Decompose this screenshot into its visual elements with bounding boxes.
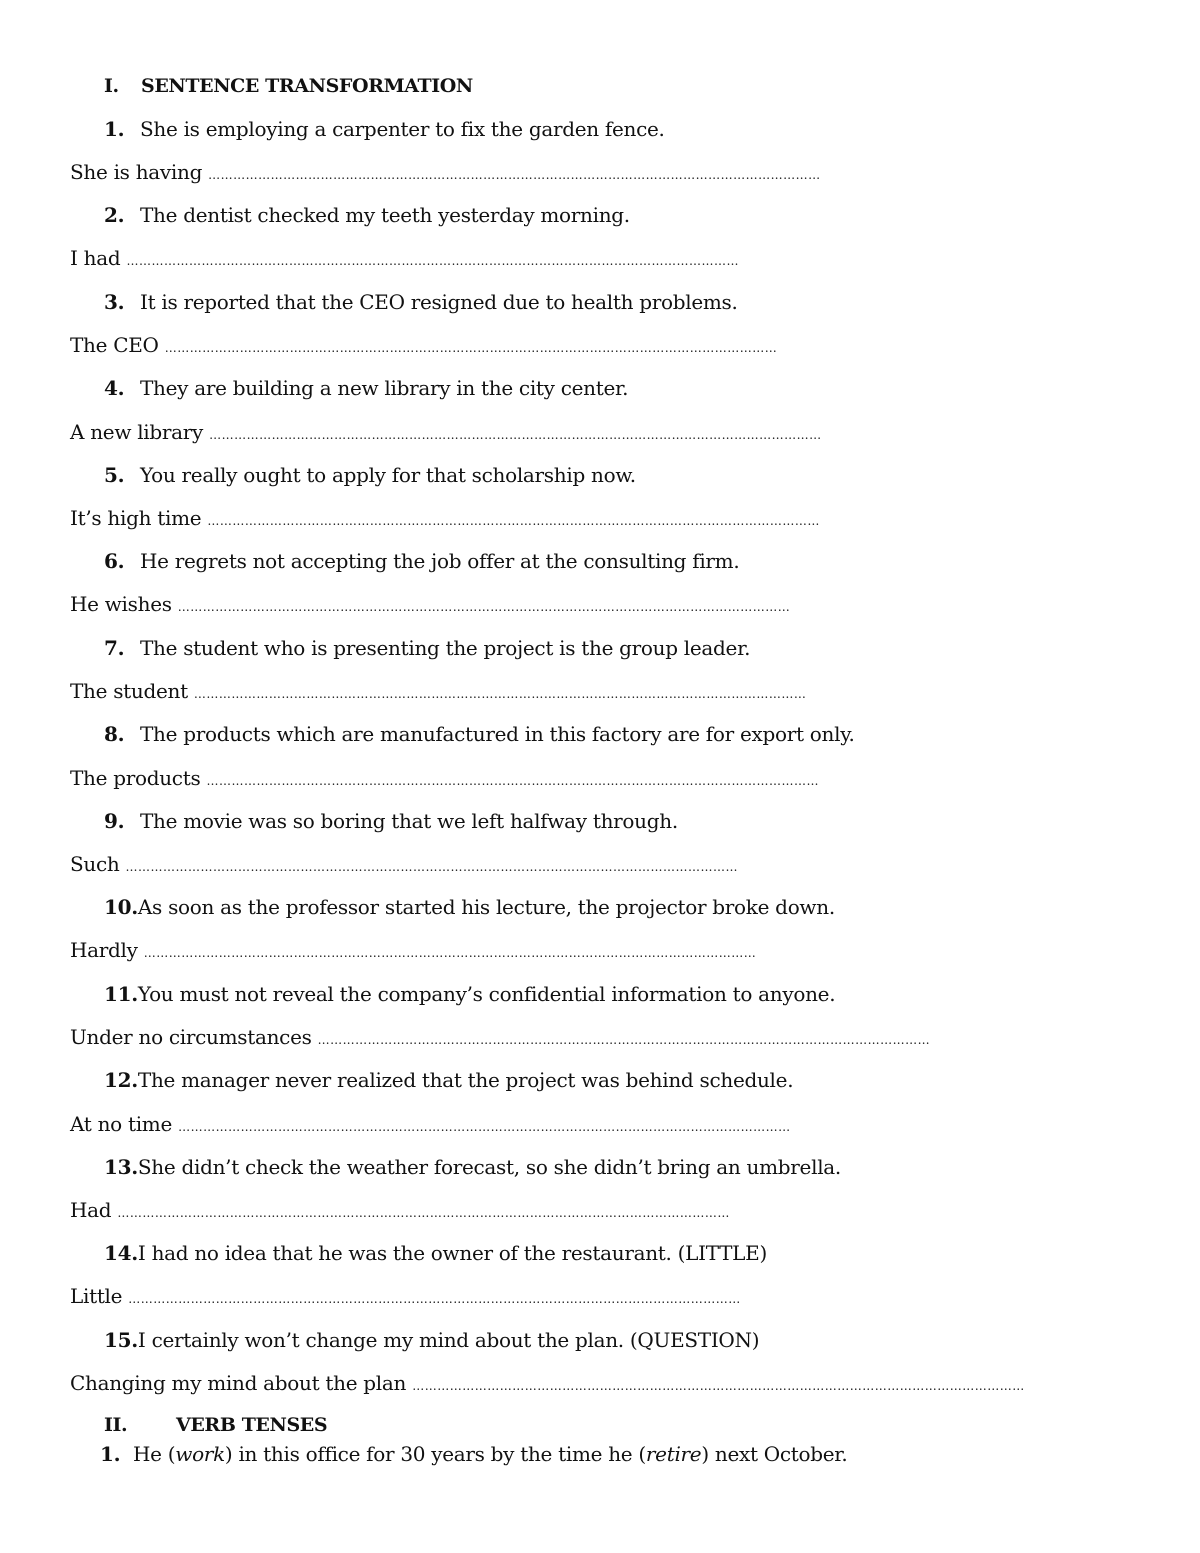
- answer-prompt: The CEO: [70, 333, 159, 357]
- answer-prompt: Changing my mind about the plan: [70, 1371, 407, 1395]
- question-number: 5.: [104, 463, 125, 487]
- section-1-title: SENTENCE TRANSFORMATION: [141, 75, 473, 97]
- question-number: 1.: [104, 117, 125, 141]
- answer-line-12[interactable]: [70, 1112, 791, 1139]
- question-text: I had no idea that he was the owner of the restaurant. (LITTLE): [137, 1241, 767, 1265]
- answer-blank[interactable]: …………………………………………………………………………………………………………………………………: [164, 341, 778, 355]
- question-number: 6.: [104, 549, 125, 573]
- answer-blank[interactable]: …………………………………………………………………………………………………………………………………: [178, 1120, 791, 1134]
- section-1-heading: [104, 74, 473, 98]
- question-number: 4.: [104, 376, 125, 400]
- answer-blank[interactable]: …………………………………………………………………………………………………………………………………: [208, 168, 821, 182]
- question-number: 8.: [104, 722, 125, 746]
- question-number: 3.: [104, 290, 125, 314]
- answer-prompt: Such: [70, 852, 120, 876]
- question-14: [104, 1241, 767, 1265]
- answer-line-5[interactable]: [70, 506, 820, 533]
- section-2-numeral: II.: [104, 1414, 128, 1436]
- answer-line-11[interactable]: [70, 1025, 931, 1052]
- answer-blank[interactable]: …………………………………………………………………………………………………………………………………: [207, 514, 820, 528]
- question-7: [104, 636, 750, 660]
- question-11: [104, 982, 835, 1006]
- verb-question-part: ) in this office for 30 years by the time he (: [224, 1442, 646, 1466]
- question-text: The student who is presenting the project is the group leader.: [140, 636, 751, 660]
- answer-blank[interactable]: …………………………………………………………………………………………………………………………………: [177, 600, 791, 614]
- question-text: He regrets not accepting the job offer at the consulting firm.: [140, 549, 740, 573]
- question-2: [104, 203, 630, 227]
- answer-blank[interactable]: …………………………………………………………………………………………………………………………………: [143, 946, 757, 960]
- question-text: The manager never realized that the project was behind schedule.: [137, 1068, 794, 1092]
- answer-line-9[interactable]: [70, 852, 739, 879]
- question-text: It is reported that the CEO resigned due to health problems.: [140, 290, 738, 314]
- question-number: 9.: [104, 809, 125, 833]
- question-number: 11.: [104, 982, 138, 1006]
- answer-prompt: The student: [70, 679, 188, 703]
- question-12: [104, 1068, 793, 1092]
- answer-line-6[interactable]: [70, 592, 791, 619]
- question-text: I certainly won’t change my mind about the plan. (QUESTION): [137, 1328, 760, 1352]
- answer-blank[interactable]: …………………………………………………………………………………………………………………………………: [317, 1033, 931, 1047]
- question-number: 15.: [104, 1328, 138, 1352]
- answer-prompt: At no time: [70, 1112, 173, 1136]
- answer-prompt: Hardly: [70, 938, 138, 962]
- answer-blank[interactable]: …………………………………………………………………………………………………………………………………: [117, 1206, 730, 1220]
- answer-line-13[interactable]: [70, 1198, 730, 1225]
- question-8: [104, 722, 855, 746]
- question-number: 2.: [104, 203, 125, 227]
- section-2-heading: [104, 1413, 327, 1437]
- question-text: She is employing a carpenter to fix the garden fence.: [140, 117, 665, 141]
- question-number: 1.: [100, 1442, 121, 1466]
- question-text: The movie was so boring that we left halfway through.: [140, 809, 678, 833]
- question-5: [104, 463, 636, 487]
- verb-question-1: [100, 1442, 847, 1466]
- answer-prompt: She is having: [70, 160, 203, 184]
- verb-prompt: work: [175, 1442, 225, 1466]
- section-1-numeral: I.: [104, 75, 119, 97]
- answer-line-1[interactable]: [70, 160, 821, 187]
- answer-line-4[interactable]: [70, 420, 822, 447]
- question-number: 10.: [104, 895, 138, 919]
- answer-blank[interactable]: …………………………………………………………………………………………………………………………………: [209, 428, 822, 442]
- question-10: [104, 895, 835, 919]
- verb-question-part: ) next October.: [701, 1442, 848, 1466]
- question-15: [104, 1328, 759, 1352]
- answer-line-8[interactable]: [70, 766, 819, 793]
- answer-blank[interactable]: …………………………………………………………………………………………………………………………………: [193, 687, 807, 701]
- question-text: The dentist checked my teeth yesterday morning.: [140, 203, 630, 227]
- verb-question-part: He (: [133, 1442, 176, 1466]
- question-text: The products which are manufactured in this factory are for export only.: [140, 722, 855, 746]
- question-text: You really ought to apply for that scholarship now.: [140, 463, 636, 487]
- question-number: 13.: [104, 1155, 138, 1179]
- answer-prompt: The products: [70, 766, 201, 790]
- answer-line-14[interactable]: [70, 1284, 741, 1311]
- answer-prompt: Had: [70, 1198, 112, 1222]
- question-1: [104, 117, 665, 141]
- answer-line-2[interactable]: [70, 246, 739, 273]
- verb-prompt: retire: [645, 1442, 702, 1466]
- answer-prompt: Little: [70, 1284, 123, 1308]
- question-text: As soon as the professor started his lecture, the projector broke down.: [137, 895, 835, 919]
- answer-prompt: It’s high time: [70, 506, 202, 530]
- answer-prompt: Under no circumstances: [70, 1025, 312, 1049]
- answer-line-3[interactable]: [70, 333, 778, 360]
- answer-prompt: I had: [70, 246, 121, 270]
- question-3: [104, 290, 738, 314]
- answer-blank[interactable]: …………………………………………………………………………………………………………………………………: [206, 774, 819, 788]
- answer-prompt: He wishes: [70, 592, 172, 616]
- question-text: They are building a new library in the city center.: [140, 376, 629, 400]
- answer-blank[interactable]: …………………………………………………………………………………………………………………………………: [126, 254, 739, 268]
- answer-blank[interactable]: …………………………………………………………………………………………………………………………………: [412, 1379, 1025, 1393]
- answer-line-15[interactable]: [70, 1371, 1025, 1398]
- answer-blank[interactable]: …………………………………………………………………………………………………………………………………: [128, 1292, 741, 1306]
- answer-line-10[interactable]: [70, 938, 757, 965]
- question-number: 12.: [104, 1068, 138, 1092]
- question-4: [104, 376, 628, 400]
- question-text: She didn’t check the weather forecast, so she didn’t bring an umbrella.: [137, 1155, 841, 1179]
- question-13: [104, 1155, 841, 1179]
- question-9: [104, 809, 678, 833]
- answer-prompt: A new library: [70, 420, 204, 444]
- question-number: 7.: [104, 636, 125, 660]
- section-2-title: VERB TENSES: [176, 1414, 328, 1436]
- question-number: 14.: [104, 1241, 138, 1265]
- answer-blank[interactable]: …………………………………………………………………………………………………………………………………: [125, 860, 739, 874]
- answer-line-7[interactable]: [70, 679, 807, 706]
- question-text: You must not reveal the company’s confidential information to anyone.: [137, 982, 836, 1006]
- question-6: [104, 549, 739, 573]
